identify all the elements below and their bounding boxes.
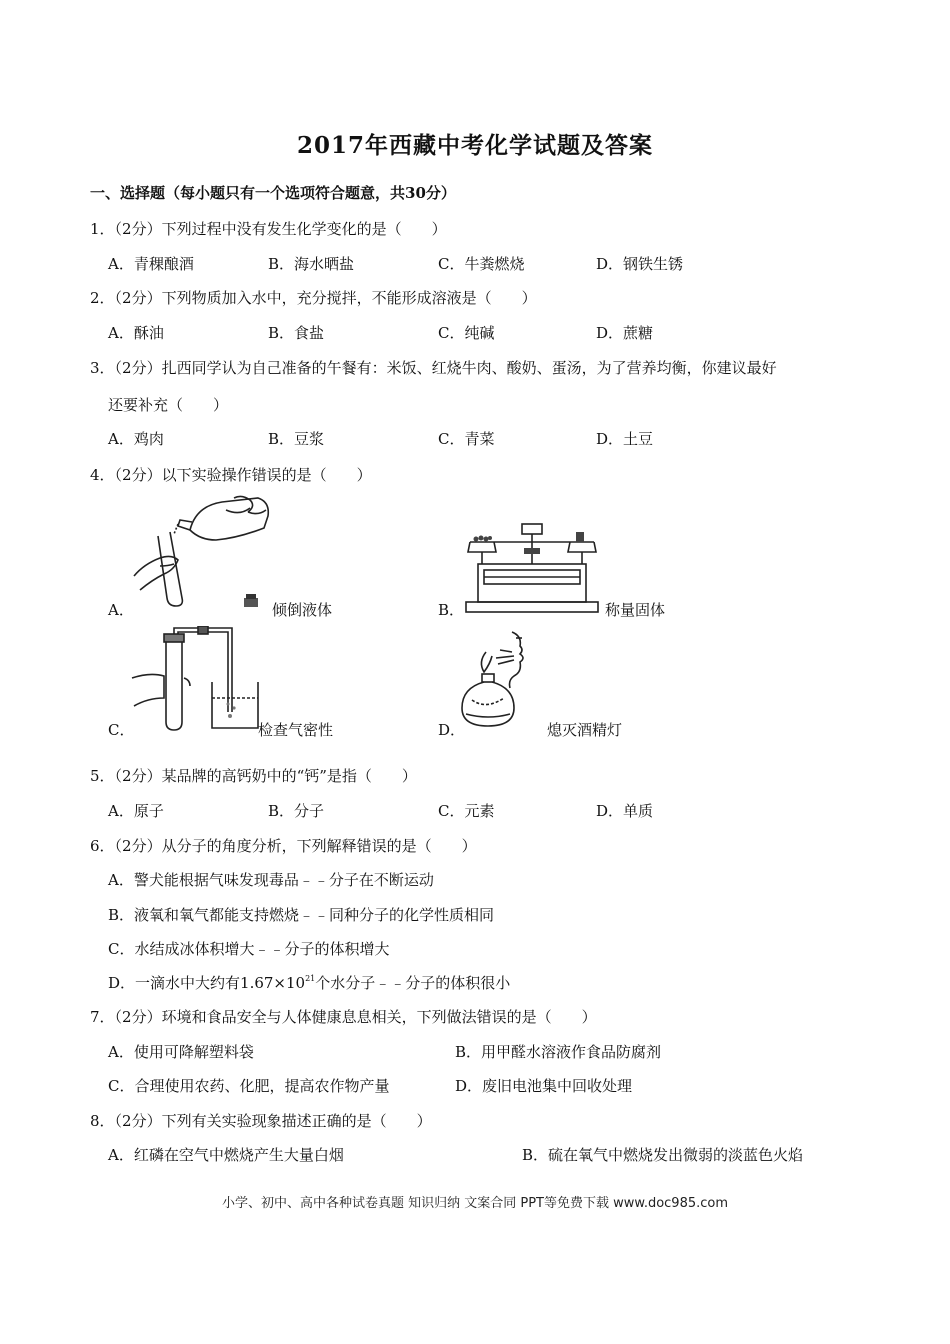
q1-option-b: B．海水晒盐 — [268, 255, 355, 273]
q5-option-b: B．分子 — [268, 802, 325, 820]
q6-option-d-prefix: D．一滴水中大约有1.67×10 — [108, 974, 306, 992]
q1-option-a: A．青稞酿酒 — [108, 255, 194, 273]
q4-caption-a: 倾倒液体 — [272, 601, 333, 619]
q8-option-b: B．硫在氧气中燃烧发出微弱的淡蓝色火焰 — [522, 1146, 804, 1164]
question-6-stem: 6．（2分）从分子的角度分析，下列解释错误的是（ ） — [90, 837, 477, 855]
q6-option-d-suffix: 个水分子﹣﹣分子的体积很小 — [315, 974, 511, 992]
q2-option-a: A．酥油 — [108, 324, 164, 342]
q3-option-d: D．土豆 — [596, 430, 654, 448]
q6-option-b: B．液氧和氧气都能支持燃烧﹣﹣同种分子的化学性质相同 — [108, 906, 495, 924]
q7-option-a: A．使用可降解塑料袋 — [108, 1043, 254, 1061]
section-heading: 一、选择题（每小题只有一个选项符合题意，共30分） — [90, 184, 456, 202]
q4-option-a: A． — [108, 601, 134, 619]
question-5-stem: 5．（2分）某品牌的高钙奶中的“钙”是指（ ） — [90, 767, 417, 785]
q6-option-c: C．水结成冰体积增大﹣﹣分子的体积增大 — [108, 940, 390, 958]
q1-option-d: D．钢铁生锈 — [596, 255, 684, 273]
q3-option-a: A．鸡肉 — [108, 430, 164, 448]
q3-option-b: B．豆浆 — [268, 430, 325, 448]
q6-option-a: A．警犬能根据气味发现毒品﹣﹣分子在不断运动 — [108, 871, 434, 889]
q5-option-a: A．原子 — [108, 802, 164, 820]
alcohol-lamp-figure — [456, 628, 546, 736]
q4-caption-c: 检查气密性 — [258, 721, 334, 739]
question-3-stem: 3．（2分）扎西同学认为自己准备的午餐有：米饭、红烧牛肉、酸奶、蛋汤，为了营养均衡，你建议最好 — [90, 359, 777, 377]
q4-option-d: D． — [438, 721, 466, 739]
question-7-stem: 7．（2分）环境和食品安全与人体健康息息相关，下列做法错误的是（ ） — [90, 1008, 597, 1026]
q4-caption-b: 称量固体 — [605, 601, 666, 619]
q4-caption-d: 熄灭酒精灯 — [547, 721, 623, 739]
question-4-stem: 4．（2分）以下实验操作错误的是（ ） — [90, 466, 372, 484]
q2-option-d: D．蔗糖 — [596, 324, 654, 342]
q7-option-d: D．废旧电池集中回收处理 — [455, 1077, 633, 1095]
q6-option-d — [108, 972, 510, 993]
question-1-stem: 1．（2分）下列过程中没有发生化学变化的是（ ） — [90, 220, 447, 238]
question-2-stem: 2．（2分）下列物质加入水中，充分搅拌，不能形成溶液是（ ） — [90, 289, 537, 307]
q5-option-c: C．元素 — [438, 802, 495, 820]
q4-option-c: C． — [108, 721, 135, 739]
q7-option-c: C．合理使用农药、化肥，提高农作物产量 — [108, 1077, 390, 1095]
q2-option-b: B．食盐 — [268, 324, 325, 342]
gas-tightness-figure — [130, 626, 264, 732]
q6-option-d-exponent: 21 — [305, 974, 316, 983]
balance-figure — [462, 520, 602, 616]
q2-option-c: C．纯碱 — [438, 324, 495, 342]
q5-option-d: D．单质 — [596, 802, 654, 820]
question-8-stem: 8．（2分）下列有关实验现象描述正确的是（ ） — [90, 1112, 432, 1130]
q3-option-c: C．青菜 — [438, 430, 495, 448]
q4-option-b: B． — [438, 601, 465, 619]
q8-option-a: A．红磷在空气中燃烧产生大量白烟 — [108, 1146, 344, 1164]
page-title: 2017年西藏中考化学试题及答案 — [296, 132, 653, 159]
page-footer[interactable]: 小学、初中、高中各种试卷真题 知识归纳 文案合同 PPT等免费下载 www.doc985.com — [221, 1196, 729, 1211]
question-3-stem-cont: 还要补充（ ） — [108, 396, 229, 414]
q7-option-b: B．用甲醛水溶液作食品防腐剂 — [455, 1043, 662, 1061]
q1-option-c: C．牛粪燃烧 — [438, 255, 525, 273]
pouring-liquid-figure — [130, 494, 280, 612]
